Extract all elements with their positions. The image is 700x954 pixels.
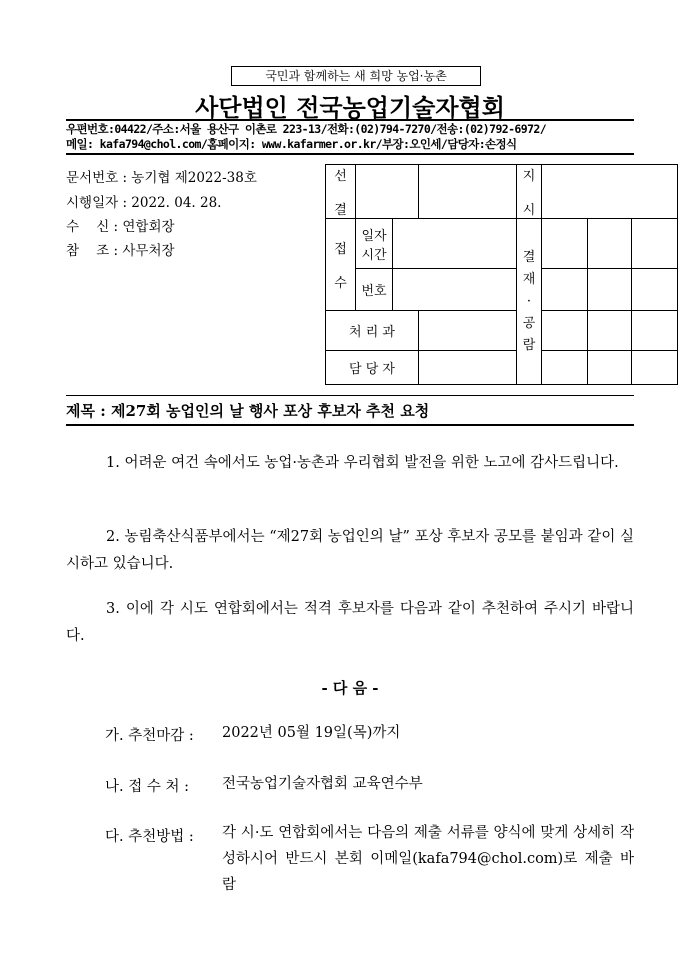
contact-line-2: 메일: kafa794@chol.com/홈페이지: www.kafarmer.or.kr/부장:오인세/담당자:손정식 — [66, 137, 517, 151]
contact-line-1: 우편번호:04422/주소:서울 용산구 이촌로 223-13/전화:(02)794-7270/전송:(02)792-6972/ — [66, 122, 547, 136]
contact-rule — [66, 153, 634, 155]
review-cell — [542, 219, 588, 269]
receipt-number-cell — [393, 269, 517, 311]
review-cell — [632, 311, 678, 351]
subject-title: 제목 : 제27회 농업인의 날 행사 포상 후보자 추천 요청 — [66, 402, 430, 420]
item-method-text: 각 시·도 연합회에서는 다음의 제출 서류를 양식에 맞게 상세히 작성하시어 반드시 본회 이메일(kafa794@chol.com)로 제출 바람 — [222, 825, 634, 893]
review-cell — [632, 269, 678, 311]
approval-jeop-su: 접 수 — [326, 219, 356, 311]
review-cell — [588, 219, 632, 269]
review-cell — [588, 311, 632, 351]
item-office-text: 전국농업기술자협회 교육연수부 — [222, 776, 423, 792]
item-deadline-label: 가. 추천마감 : — [105, 728, 194, 744]
doc-number: 문서번호 : 농기협 제2022-38호 — [66, 170, 257, 186]
approval-table — [325, 164, 678, 385]
subject-bottom-rule — [66, 424, 634, 426]
review-cell — [542, 351, 588, 385]
item-office-label: 나. 접 수 처 : — [105, 779, 189, 795]
processing-dept-cell — [419, 311, 517, 351]
reference: 참 조 : 사무처장 — [66, 243, 175, 259]
approval-cell — [419, 165, 517, 219]
label-processing-dept: 처 리 과 — [326, 311, 419, 351]
next-heading: - 다 음 - — [321, 679, 379, 697]
review-cell — [632, 351, 678, 385]
organization-name: 사단법인 전국농업기술자협회 — [195, 94, 505, 122]
body-paragraph-1: 1. 어려운 여건 속에서도 농업·농촌과 우리협회 발전을 위한 노고에 감사드립니다. — [106, 455, 619, 471]
review-cell — [542, 311, 588, 351]
label-number: 번호 — [356, 269, 393, 311]
approval-cell — [356, 165, 419, 219]
recipient: 수 신 : 연합회장 — [66, 219, 175, 235]
body-paragraph-3: 3. 이에 각 시도 연합회에서는 적격 후보자를 다음과 같이 추천하여 주시기 바랍니다. — [66, 601, 634, 644]
person-in-charge-cell — [419, 351, 517, 385]
item-deadline-text: 2022년 05월 19일(목)까지 — [222, 725, 401, 741]
approval-ji-si: 지 시 — [517, 165, 542, 219]
review-cell — [542, 269, 588, 311]
receipt-date-cell — [393, 219, 517, 269]
instruction-cell — [542, 165, 678, 219]
review-cell — [632, 219, 678, 269]
label-date-time: 일자 시간 — [356, 219, 393, 269]
subject-top-rule — [66, 395, 634, 396]
review-cell — [588, 269, 632, 311]
review-cell — [588, 351, 632, 385]
issue-date: 시행일자 : 2022. 04. 28. — [66, 195, 222, 211]
approval-review-label: 결 재 · 공 람 — [517, 219, 542, 385]
approval-seon-gyeol: 선 결 — [326, 165, 356, 219]
label-person-in-charge: 담 당 자 — [326, 351, 419, 385]
body-paragraph-2: 2. 농림축산식품부에서는 “제27회 농업인의 날” 포상 후보자 공모를 붙임과 같이 실시하고 있습니다. — [66, 529, 634, 572]
item-method-label: 다. 추천방법 : — [105, 829, 194, 845]
slogan-box: 국민과 함께하는 새 희망 농업·농촌 — [231, 66, 481, 86]
